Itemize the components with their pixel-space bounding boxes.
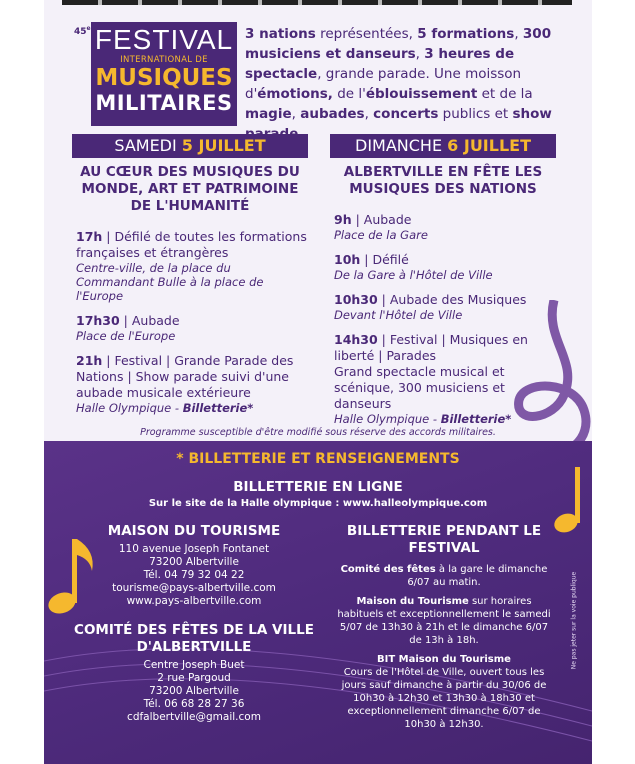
event-item: 10h30 | Aubade des Musiques Devant l'Hôtel de Ville bbox=[334, 292, 527, 322]
program-disclaimer: Programme susceptible d'être modifié sous réserve des accords militaires. bbox=[140, 427, 496, 438]
festival-ticketing-title: BILLETTERIE PENDANT LE FESTIVAL bbox=[346, 523, 542, 556]
phone-line: Tél. 04 79 32 04 22 bbox=[143, 569, 245, 581]
online-ticketing-site: Sur le site de la Halle olympique : www.halleolympique.com bbox=[148, 498, 488, 509]
online-ticketing-heading: BILLETTERIE EN LIGNE bbox=[233, 479, 403, 495]
event-item: 21h | Festival | Grande Parade des Nations | Show parade suivi d'une aubade musicale extérieure Halle Olympique - Billetterie* bbox=[76, 353, 294, 415]
ticketing-info-panel bbox=[44, 441, 592, 764]
side-disposal-note: Ne pas jeter sur la voie publique bbox=[570, 571, 578, 670]
email-link[interactable]: tourisme@pays-albertville.com bbox=[112, 582, 276, 594]
event-item: 14h30 | Festival | Musiques en liberté | Parades Grand spectacle musical et scénique, 300 musiciens et danseurs Halle Olympique - Billetterie* bbox=[330, 332, 556, 426]
saturday-theme: AU CŒUR DES MUSIQUES DU MONDE, ART ET PATRIMOINE DE L'HUMANITÉ bbox=[80, 164, 300, 214]
ticket-point: Comité des fêtes à la gare le dimanche 6/07 au matin. bbox=[340, 564, 548, 588]
event-item: 9h | Aubade Place de la Gare bbox=[334, 212, 428, 242]
event-item: 17h30 | Aubade Place de l'Europe bbox=[76, 313, 180, 343]
ticketing-title: * BILLETTERIE ET RENSEIGNEMENTS bbox=[176, 451, 460, 467]
logo-edition: 45e bbox=[74, 25, 91, 37]
festival-ticketing bbox=[334, 523, 554, 731]
comite-title: COMITÉ DES FÊTES DE LA VILLE D'ALBERTVILLE bbox=[74, 622, 314, 655]
address-line: 73200 Albertville bbox=[149, 685, 239, 697]
logo-musiques: MUSIQUES bbox=[95, 65, 233, 91]
address-line: 110 avenue Joseph Fontanet bbox=[118, 543, 270, 555]
festival-logo bbox=[74, 22, 237, 126]
flyer-page bbox=[44, 0, 592, 764]
sunday-column bbox=[330, 134, 556, 426]
logo-box bbox=[91, 22, 237, 126]
event-item: 17h | Défilé de toutes les formations françaises et étrangères Centre-ville, de la place du Commandant Bulle à la place de l'Europe bbox=[76, 229, 307, 303]
email-link[interactable]: cdfalbertville@gmail.com bbox=[127, 711, 261, 723]
event-extra: Grand spectacle musical et scénique, 300 musiciens et danseurs bbox=[334, 364, 505, 411]
logo-festival-word: FESTIVAL bbox=[94, 24, 234, 55]
sunday-theme: ALBERTVILLE EN FÊTE LES MUSIQUES DES NATIONS bbox=[343, 164, 543, 197]
event-item: 10h | Défilé De la Gare à l'Hôtel de Ville bbox=[334, 252, 493, 282]
sunday-header: DIMANCHE 6 JUILLET bbox=[330, 134, 556, 158]
address-line: Centre Joseph Buet bbox=[143, 659, 245, 671]
contacts-left bbox=[74, 523, 314, 724]
saturday-header: SAMEDI 5 JUILLET bbox=[72, 134, 308, 158]
tourism-office-title: MAISON DU TOURISME bbox=[107, 523, 281, 539]
logo-militaires: MILITAIRES bbox=[95, 91, 233, 115]
saturday-column bbox=[72, 134, 308, 415]
phone-line: Tél. 06 68 28 27 36 bbox=[143, 698, 245, 710]
website-link[interactable]: www.pays-albertville.com bbox=[126, 595, 262, 607]
logo-international: INTERNATIONAL DE bbox=[120, 55, 208, 65]
address-line: 73200 Albertville bbox=[149, 556, 239, 568]
top-color-strip bbox=[62, 0, 572, 5]
ticket-point: Maison du Tourisme sur horaires habituels et exceptionnellement le samedi 5/07 de 13h30 à 21h et le dimanche 6/07 de 13h à 18h. bbox=[337, 596, 551, 646]
intro-paragraph: 3 nations représentées, 5 formations, 300 musiciens et danseurs, 3 heures de spectacle, grande parade. Une moisson d'émotions, de l'éblouissement et de la magie, aubades, concerts publics et show bbox=[245, 26, 552, 122]
address-line: 2 rue Pargoud bbox=[157, 672, 231, 684]
ticket-point: BIT Maison du Tourisme Cours de l'Hôtel de Ville, ouvert tous les jours sauf dimanche à partir du 30/06 de 10h30 à 12h30 et 13h30 à 18h30 et exceptionnellement dimanche 6/07 de 10h30 à 12h30. bbox=[341, 654, 547, 730]
